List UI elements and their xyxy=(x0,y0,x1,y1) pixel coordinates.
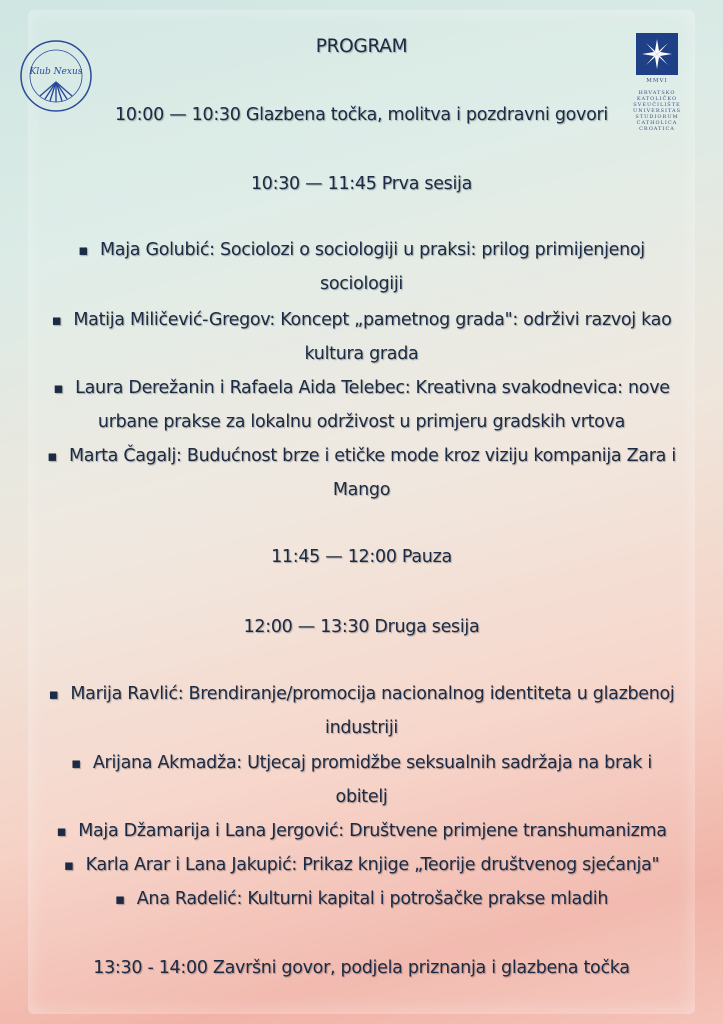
session1-talk-4 xyxy=(0,446,723,466)
talk-title-line: ▪ Laura Derežanin i Rafaela Aida Telebec: Kreativna svakodnevica: nove xyxy=(53,378,669,398)
session2-heading: 12:00 — 13:30 Druga sesija xyxy=(243,617,480,637)
session2-talk-2-cont: obitelj xyxy=(335,787,388,807)
session2-talk-1-cont: industriji xyxy=(325,718,398,738)
program-title: PROGRAM xyxy=(315,36,408,57)
session2-talk-5 xyxy=(0,889,723,909)
session1-talk-2-cont: kultura grada xyxy=(304,344,419,364)
session1-talk-1-cont: sociologiji xyxy=(320,274,403,294)
session1-heading: 10:30 — 11:45 Prva sesija xyxy=(250,174,473,194)
talk-title-line: ▪ Maja Golubić: Sociolozi o sociologiji u praksi: prilog primijenjenoj xyxy=(78,240,645,260)
closing-item: 13:30 - 14:00 Završni govor, podjela priznanja i glazbena točka xyxy=(93,958,630,978)
talk-title-line: ▪ Arijana Akmadža: Utjecaj promidžbe seksualnih sadržaja na brak i xyxy=(71,753,652,773)
session2-talk-3 xyxy=(0,821,723,841)
session2-talk-4 xyxy=(0,855,723,875)
seal-caption-line: SVEUČILIŠTE xyxy=(633,102,681,108)
talk-title-line: ▪ Ana Radelić: Kulturni kapital i potrošačke prakse mladih xyxy=(115,889,608,909)
session1-talk-4-cont: Mango xyxy=(332,480,391,500)
seal-caption-line: HRVATSKO xyxy=(638,90,676,96)
seal-caption-line: STUDIORUM xyxy=(635,114,679,120)
talk-title-line: ▪ Marija Ravlić: Brendiranje/promocija nacionalnog identiteta u glazbenoj xyxy=(48,684,674,704)
session1-talk-3-cont: urbane prakse za lokalnu održivost u primjeru gradskih vrtova xyxy=(97,412,626,432)
session1-talk-2 xyxy=(0,310,723,330)
break-item: 11:45 — 12:00 Pauza xyxy=(271,547,452,567)
talk-title-line: ▪ Maja Džamarija i Lana Jergović: Društvene primjene transhumanizma xyxy=(56,821,666,841)
klub-nexus-wordmark: Klub Nexus xyxy=(29,67,83,77)
seal-caption-line: UNIVERSITAS xyxy=(633,108,682,114)
session2-talk-1 xyxy=(0,684,723,704)
session2-talk-2 xyxy=(0,753,723,773)
seal-caption-line: CROATICA xyxy=(639,126,675,132)
talk-title-line: ▪ Marta Čagalj: Budućnost brze i etičke mode kroz viziju kompanija Zara i xyxy=(47,446,676,466)
session1-talk-1 xyxy=(0,240,723,260)
seal-caption-line: CATHOLICA xyxy=(636,120,678,126)
seal-year: MMVI xyxy=(646,78,668,84)
opening-item: 10:00 — 10:30 Glazbena točka, molitva i pozdravni govori xyxy=(115,105,608,125)
session1-talk-3 xyxy=(0,378,723,398)
talk-title-line: ▪ Matija Miličević-Gregov: Koncept „pametnog grada": održivi razvoj kao xyxy=(52,310,672,330)
seal-caption-line: KATOLIČKO xyxy=(636,96,678,102)
talk-title-line: ▪ Karla Arar i Lana Jakupić: Prikaz knjige „Teorije društvenog sjećanja" xyxy=(64,855,660,875)
